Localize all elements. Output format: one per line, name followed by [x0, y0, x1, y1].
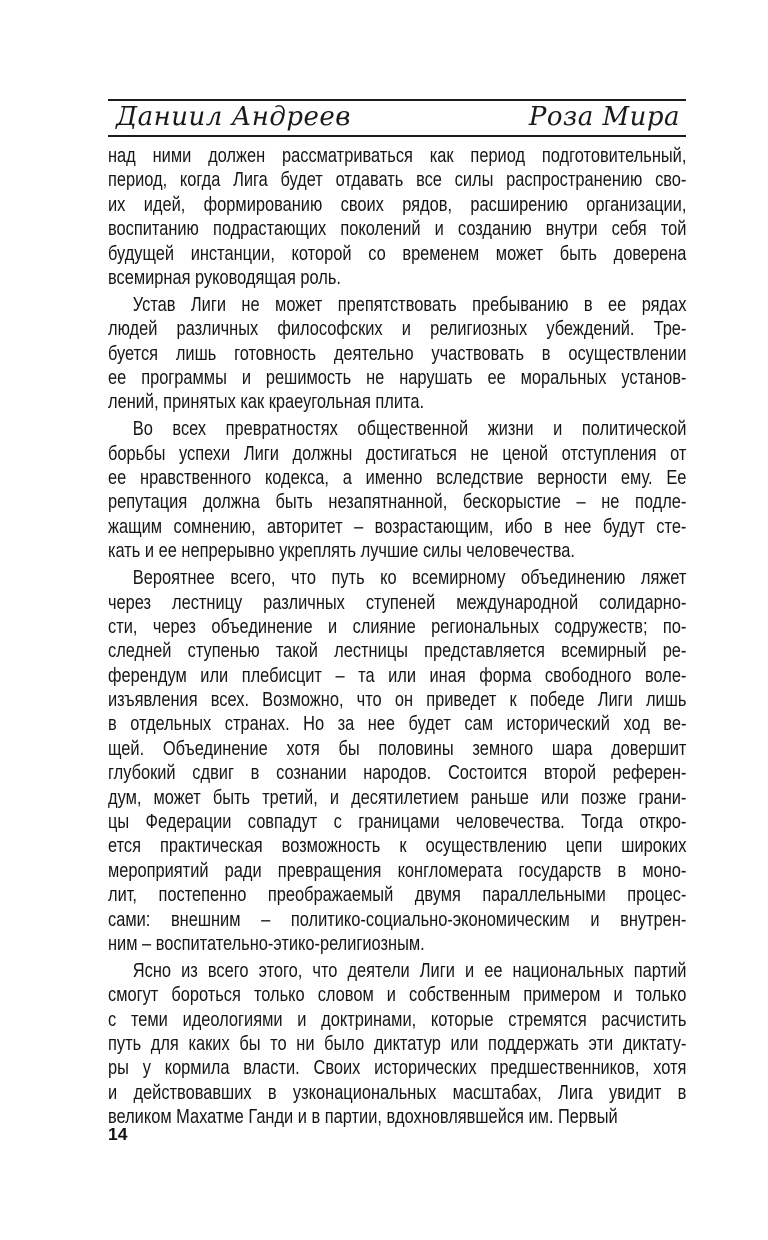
text-line: глубокий сдвиг в сознании народов. Состоится второй референ-	[108, 761, 687, 785]
text-line: лений, принятых как краеугольная плита.	[108, 390, 425, 414]
running-header	[108, 99, 686, 135]
header-bottom-rule	[108, 135, 686, 137]
page-number: 14	[108, 1124, 128, 1144]
text-line: будущей инстанции, которой со временем может быть доверена	[108, 241, 687, 265]
text-line: кать и ее непрерывно укреплять лучшие силы человечества.	[108, 539, 575, 563]
text-line: борьбы успехи Лиги должны достигаться не ценой отступления от	[108, 441, 687, 465]
paragraph	[108, 417, 686, 563]
text-line: ее нравственного кодекса, а именно вследствие верности ему. Ее	[108, 466, 687, 490]
text-line: ры у кормила власти. Своих исторических предшественников, хотя	[108, 1056, 687, 1080]
text-line: всемирная руководящая роль.	[108, 265, 341, 289]
text-line: путь для каких бы то ни было диктатур или поддержать эти диктату-	[108, 1032, 687, 1056]
text-line: дум, может быть третий, и десятилетием раньше или позже грани-	[108, 785, 687, 809]
text-line: ним – воспитательно-этико-религиозным.	[108, 932, 425, 955]
running-header-author: Даниил Андреев	[116, 102, 351, 132]
text-line: их идей, формированию своих рядов, расширению организации,	[108, 192, 687, 216]
text-line: смогут бороться только словом и собственным примером и только	[108, 983, 687, 1007]
text-line: великом Махатме Ганди и в партии, вдохновлявшейся им. Первый	[108, 1105, 618, 1129]
text-line: изъявления всех. Возможно, что он приведет к победе Лиги лишь	[108, 688, 687, 712]
text-line: жащим сомнению, авторитет – возрастающим, ибо в нее будут сте-	[108, 514, 687, 538]
text-line: в отдельных странах. Но за нее будет сам исторический ход ве-	[108, 712, 687, 736]
paragraph	[108, 566, 686, 956]
text-line: мероприятий ради превращения конгломерата государств в моно-	[108, 858, 687, 882]
text-line: через лестницу различных ступеней международной солидарно-	[108, 590, 687, 614]
text-line: ферендум или плебисцит – та или иная форма свободного воле-	[108, 663, 687, 687]
text-line: сами: внешним – политико-социально-экономическим и внутрен-	[108, 907, 687, 931]
text-line: буется лишь готовность деятельно участвовать в осуществлении	[108, 341, 687, 365]
text-line: репутация должна быть незапятнанной, бескорыстие – не подле-	[108, 490, 687, 514]
text-line: воспитанию подрастающих поколений и созданию внутри себя той	[108, 217, 687, 241]
text-line: сти, через объединение и слияние региональных содружеств; по-	[108, 614, 687, 638]
text-line: людей различных философских и религиозных убеждений. Тре-	[108, 317, 687, 341]
running-header-title: Роза Мира	[528, 102, 680, 132]
text-line: и действовавших в узконациональных масштабах, Лига увидит в	[108, 1080, 687, 1104]
text-line: с теми идеологиями и доктринами, которые стремятся расчистить	[108, 1007, 687, 1031]
paragraph	[108, 959, 686, 1130]
text-line: лит, постепенно преображаемый двумя параллельными процес-	[108, 883, 687, 907]
text-line: над ними должен рассматриваться как период подготовительный,	[108, 144, 687, 167]
text-line: Устав Лиги не может препятствовать пребыванию в ее рядах	[132, 292, 687, 316]
text-line: Вероятнее всего, что путь ко всемирному объединению ляжет	[132, 566, 687, 590]
text-line: период, когда Лига будет отдавать все силы распространению сво-	[108, 168, 687, 192]
text-line: следней ступенью такой лестницы представляется всемирный ре-	[108, 639, 687, 663]
text-line: ее программы и решимость не нарушать ее моральных установ-	[108, 366, 687, 390]
text-line: Ясно из всего этого, что деятели Лиги и ее национальных партий	[132, 958, 687, 982]
page-body	[108, 144, 686, 1130]
text-line: цы Федерации совпадут с границами человечества. Тогда откро-	[108, 810, 687, 834]
paragraph	[108, 144, 686, 290]
text-line: Во всех превратностях общественной жизни и политической	[132, 417, 687, 441]
text-line: щей. Объединение хотя бы половины земного шара довершит	[108, 736, 687, 760]
text-line: ется практическая возможность к осуществлению цепи широких	[108, 834, 687, 858]
paragraph	[108, 293, 686, 415]
